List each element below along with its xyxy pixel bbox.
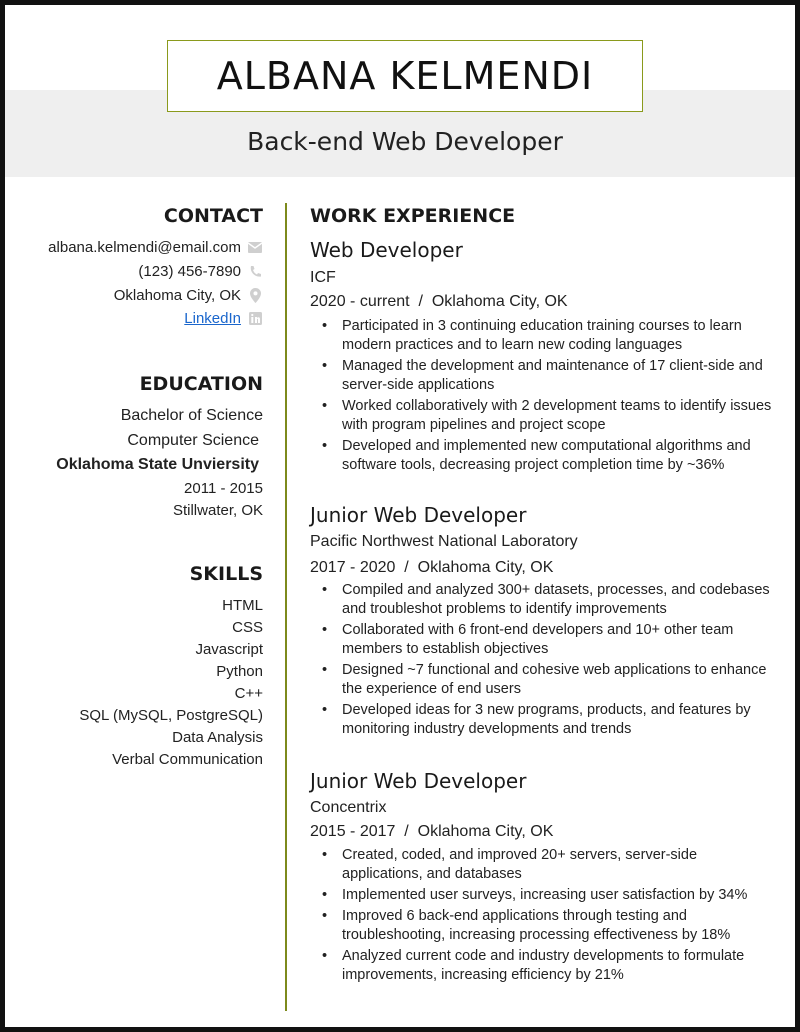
map-pin-icon xyxy=(247,288,263,304)
job-company: ICF xyxy=(310,269,336,286)
phone-text: (123) 456-7890 xyxy=(138,263,241,280)
education-school: Oklahoma State Unviersity xyxy=(56,456,259,473)
list-item: • Analyzed current code and industry developments to formulate improvements, increasing efficiency by 21% xyxy=(342,947,780,985)
list-item: • Created, coded, and improved 20+ servers, server-side applications, and databases xyxy=(342,846,780,884)
linkedin-link[interactable]: LinkedIn xyxy=(184,310,241,327)
contact-linkedin[interactable] xyxy=(184,310,263,327)
skill-item: Javascript xyxy=(195,641,263,658)
skill-item: Verbal Communication xyxy=(112,751,263,768)
contact-heading: CONTACT xyxy=(163,205,263,227)
skill-item: Data Analysis xyxy=(172,729,263,746)
job-role: Junior Web Developer xyxy=(310,769,527,793)
column-divider xyxy=(285,203,287,1011)
work-experience-heading: WORK EXPERIENCE xyxy=(310,205,516,227)
job-company: Concentrix xyxy=(310,799,387,816)
contact-location xyxy=(114,287,263,304)
list-item: • Improved 6 back-end applications through testing and troubleshooting, increasing processing effectiveness by 18% xyxy=(342,907,780,945)
contact-phone xyxy=(138,263,263,280)
education-degree: Bachelor of Science xyxy=(120,407,263,424)
list-item: • Compiled and analyzed 300+ datasets, processes, and codebases and troubleshot problems to identify improvements xyxy=(342,581,780,619)
list-item: • Developed ideas for 3 new programs, products, and features by monitoring industry developments and trends xyxy=(342,701,780,739)
education-years: 2011 - 2015 xyxy=(184,480,263,497)
job-bullets xyxy=(310,846,780,987)
linkedin-icon xyxy=(247,311,263,327)
candidate-name: ALBANA KELMENDI xyxy=(216,54,594,98)
skill-item: SQL (MySQL, PostgreSQL) xyxy=(79,707,263,724)
job-dates: 2017 - 2020 / Oklahoma City, OK xyxy=(310,559,554,576)
education-location: Stillwater, OK xyxy=(172,502,263,519)
skill-item: CSS xyxy=(232,619,263,636)
job-bullets xyxy=(310,317,780,477)
location-text: Oklahoma City, OK xyxy=(113,287,241,304)
list-item: • Designed ~7 functional and cohesive web applications to enhance the experience of end users xyxy=(342,661,780,699)
contact-email xyxy=(48,239,263,256)
list-item: • Collaborated with 6 front-end developers and 10+ other team members to establish objectives xyxy=(342,621,780,659)
education-field: Computer Science xyxy=(127,432,259,449)
list-item: • Worked collaboratively with 2 development teams to identify issues with program pipelines and project scope xyxy=(342,397,780,435)
job-role: Web Developer xyxy=(310,238,463,262)
list-item: • Developed and implemented new computational algorithms and software tools, decreasing project completion time by ~36% xyxy=(342,437,780,475)
phone-icon xyxy=(247,264,263,280)
skill-item: HTML xyxy=(222,597,263,614)
list-item: • Managed the development and maintenance of 17 client-side and server-side applications xyxy=(342,357,780,395)
job-role: Junior Web Developer xyxy=(310,503,527,527)
education-heading: EDUCATION xyxy=(139,373,263,395)
job-bullets xyxy=(310,581,780,741)
skill-item: Python xyxy=(216,663,263,680)
envelope-icon xyxy=(247,240,263,256)
email-text: albana.kelmendi@email.com xyxy=(48,239,241,256)
skill-item: C++ xyxy=(234,685,263,702)
job-dates: 2020 - current / Oklahoma City, OK xyxy=(310,293,568,310)
job-title: Back-end Web Developer xyxy=(247,127,563,156)
job-dates: 2015 - 2017 / Oklahoma City, OK xyxy=(310,823,554,840)
list-item: • Participated in 3 continuing education training courses to learn modern practices and to learn new coding languages xyxy=(342,317,780,355)
list-item: • Implemented user surveys, increasing user satisfaction by 34% xyxy=(342,886,780,905)
name-box xyxy=(167,40,643,112)
job-company: Pacific Northwest National Laboratory xyxy=(310,533,578,550)
skills-heading: SKILLS xyxy=(189,563,263,585)
